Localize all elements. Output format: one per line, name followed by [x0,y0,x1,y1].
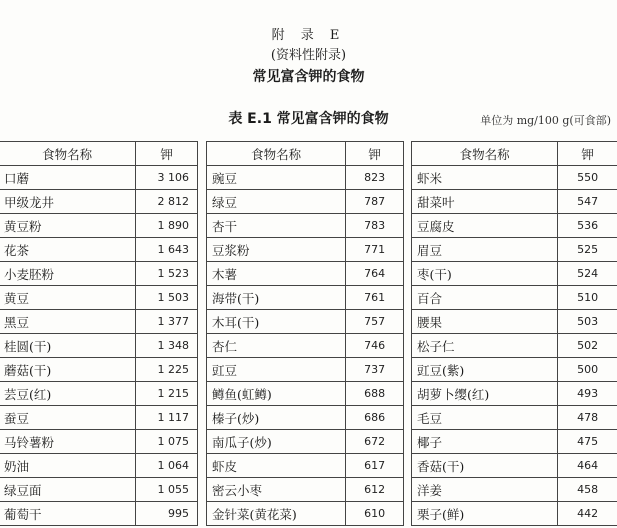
table-row [0,478,198,502]
food-name-cell: 花茶 [0,238,136,262]
food-name-cell: 胡萝卜缨(红) [412,382,558,406]
potassium-value-cell: 1 890 [136,214,198,238]
potassium-value-cell: 1 348 [136,334,198,358]
food-name-cell: 香菇(干) [412,454,558,478]
table-row [412,166,617,190]
table-row [207,502,404,526]
food-name-cell: 甜菜叶 [412,190,558,214]
table-row [207,262,404,286]
potassium-value-cell: 2 812 [136,190,198,214]
food-name-cell: 洋姜 [412,478,558,502]
food-name-cell: 虾皮 [207,454,346,478]
potassium-value-cell: 458 [558,478,617,502]
food-name-cell: 鳟鱼(虹鳟) [207,382,346,406]
table-row [0,286,198,310]
food-name-cell: 虾米 [412,166,558,190]
table-row [0,214,198,238]
potassium-value-cell: 783 [346,214,404,238]
potassium-value-cell: 502 [558,334,617,358]
potassium-value-cell: 1 055 [136,478,198,502]
potassium-value-cell: 686 [346,406,404,430]
table-row [412,382,617,406]
potassium-table-column-1 [0,141,198,526]
food-name-cell: 豇豆 [207,358,346,382]
food-name-cell: 海带(干) [207,286,346,310]
food-name-cell: 杏干 [207,214,346,238]
food-name-cell: 密云小枣 [207,478,346,502]
potassium-value-cell: 475 [558,430,617,454]
potassium-value-cell: 746 [346,334,404,358]
table-row [207,214,404,238]
table-row [0,262,198,286]
food-name-cell: 马铃薯粉 [0,430,136,454]
table-row [0,406,198,430]
potassium-table-column-3 [411,141,617,526]
potassium-value-cell: 536 [558,214,617,238]
table-row [412,358,617,382]
table-row [207,310,404,334]
table-row [0,190,198,214]
potassium-value-cell: 524 [558,262,617,286]
potassium-value-cell: 1 643 [136,238,198,262]
potassium-value-cell: 823 [346,166,404,190]
potassium-value-cell: 442 [558,502,617,526]
potassium-value-cell: 757 [346,310,404,334]
food-name-cell: 甲级龙井 [0,190,136,214]
potassium-value-cell: 478 [558,406,617,430]
table-row [412,454,617,478]
potassium-value-cell: 464 [558,454,617,478]
potassium-value-cell: 1 117 [136,406,198,430]
table-row [0,166,198,190]
appendix-label: 附 录 E [271,28,346,43]
potassium-value-cell: 787 [346,190,404,214]
food-name-cell: 蚕豆 [0,406,136,430]
potassium-value-cell: 1 215 [136,382,198,406]
potassium-value-cell: 995 [136,502,198,526]
table-row [412,262,617,286]
header-potassium: 钾 [136,142,198,166]
table-row [207,478,404,502]
food-name-cell: 栗子(鲜) [412,502,558,526]
potassium-value-cell: 1 377 [136,310,198,334]
table-row [0,454,198,478]
table-row [207,166,404,190]
table-row [412,430,617,454]
food-name-cell: 绿豆面 [0,478,136,502]
food-name-cell: 奶油 [0,454,136,478]
potassium-value-cell: 612 [346,478,404,502]
table-row [207,382,404,406]
table-row [0,430,198,454]
food-name-cell: 松子仁 [412,334,558,358]
header-food-name: 食物名称 [207,142,346,166]
potassium-value-cell: 500 [558,358,617,382]
food-name-cell: 小麦胚粉 [0,262,136,286]
food-name-cell: 杏仁 [207,334,346,358]
table-row [412,334,617,358]
table-row [412,238,617,262]
food-name-cell: 榛子(炒) [207,406,346,430]
appendix-type: (资料性附录) [270,48,347,63]
appendix-title: 常见富含钾的食物 [252,69,365,85]
header-food-name: 食物名称 [0,142,136,166]
potassium-value-cell: 1 503 [136,286,198,310]
table-row [0,310,198,334]
table-row [412,286,617,310]
table-row [207,286,404,310]
food-name-cell: 椰子 [412,430,558,454]
potassium-value-cell: 550 [558,166,617,190]
food-name-cell: 毛豆 [412,406,558,430]
table-row [412,310,617,334]
table-row [0,502,198,526]
food-name-cell: 豆浆粉 [207,238,346,262]
food-name-cell: 口蘑 [0,166,136,190]
potassium-value-cell: 737 [346,358,404,382]
potassium-value-cell: 688 [346,382,404,406]
potassium-value-cell: 761 [346,286,404,310]
table-row [207,454,404,478]
food-name-cell: 蘑菇(干) [0,358,136,382]
table-unit: 单位为 mg/100 g(可食部) [480,114,611,127]
food-name-cell: 豌豆 [207,166,346,190]
potassium-value-cell: 547 [558,190,617,214]
food-name-cell: 芸豆(红) [0,382,136,406]
table-row [412,214,617,238]
table-row [412,502,617,526]
food-name-cell: 桂圆(干) [0,334,136,358]
potassium-value-cell: 3 106 [136,166,198,190]
table-caption: 表 E.1 常见富含钾的食物 [228,111,389,127]
potassium-value-cell: 672 [346,430,404,454]
table-row [207,190,404,214]
potassium-value-cell: 1 075 [136,430,198,454]
potassium-value-cell: 1 225 [136,358,198,382]
table-row [412,190,617,214]
table-row [0,358,198,382]
table-row [207,358,404,382]
food-name-cell: 黑豆 [0,310,136,334]
potassium-value-cell: 610 [346,502,404,526]
table-row [207,238,404,262]
table-row [207,406,404,430]
table-row [207,430,404,454]
food-name-cell: 豆腐皮 [412,214,558,238]
food-name-cell: 绿豆 [207,190,346,214]
potassium-value-cell: 617 [346,454,404,478]
food-name-cell: 黄豆粉 [0,214,136,238]
table-row [0,238,198,262]
food-name-cell: 黄豆 [0,286,136,310]
food-name-cell: 豇豆(紫) [412,358,558,382]
food-name-cell: 腰果 [412,310,558,334]
food-name-cell: 金针菜(黄花菜) [207,502,346,526]
potassium-value-cell: 525 [558,238,617,262]
potassium-value-cell: 510 [558,286,617,310]
food-name-cell: 葡萄干 [0,502,136,526]
food-name-cell: 木耳(干) [207,310,346,334]
food-name-cell: 百合 [412,286,558,310]
potassium-value-cell: 1 523 [136,262,198,286]
potassium-value-cell: 493 [558,382,617,406]
table-row [412,478,617,502]
potassium-value-cell: 771 [346,238,404,262]
table-row [207,334,404,358]
header-potassium: 钾 [558,142,617,166]
food-name-cell: 南瓜子(炒) [207,430,346,454]
potassium-value-cell: 764 [346,262,404,286]
food-name-cell: 枣(干) [412,262,558,286]
potassium-value-cell: 503 [558,310,617,334]
header-food-name: 食物名称 [412,142,558,166]
food-name-cell: 眉豆 [412,238,558,262]
table-row [0,334,198,358]
potassium-table-column-2 [206,141,404,526]
table-row [0,382,198,406]
table-row [412,406,617,430]
potassium-value-cell: 1 064 [136,454,198,478]
header-potassium: 钾 [346,142,404,166]
food-name-cell: 木薯 [207,262,346,286]
